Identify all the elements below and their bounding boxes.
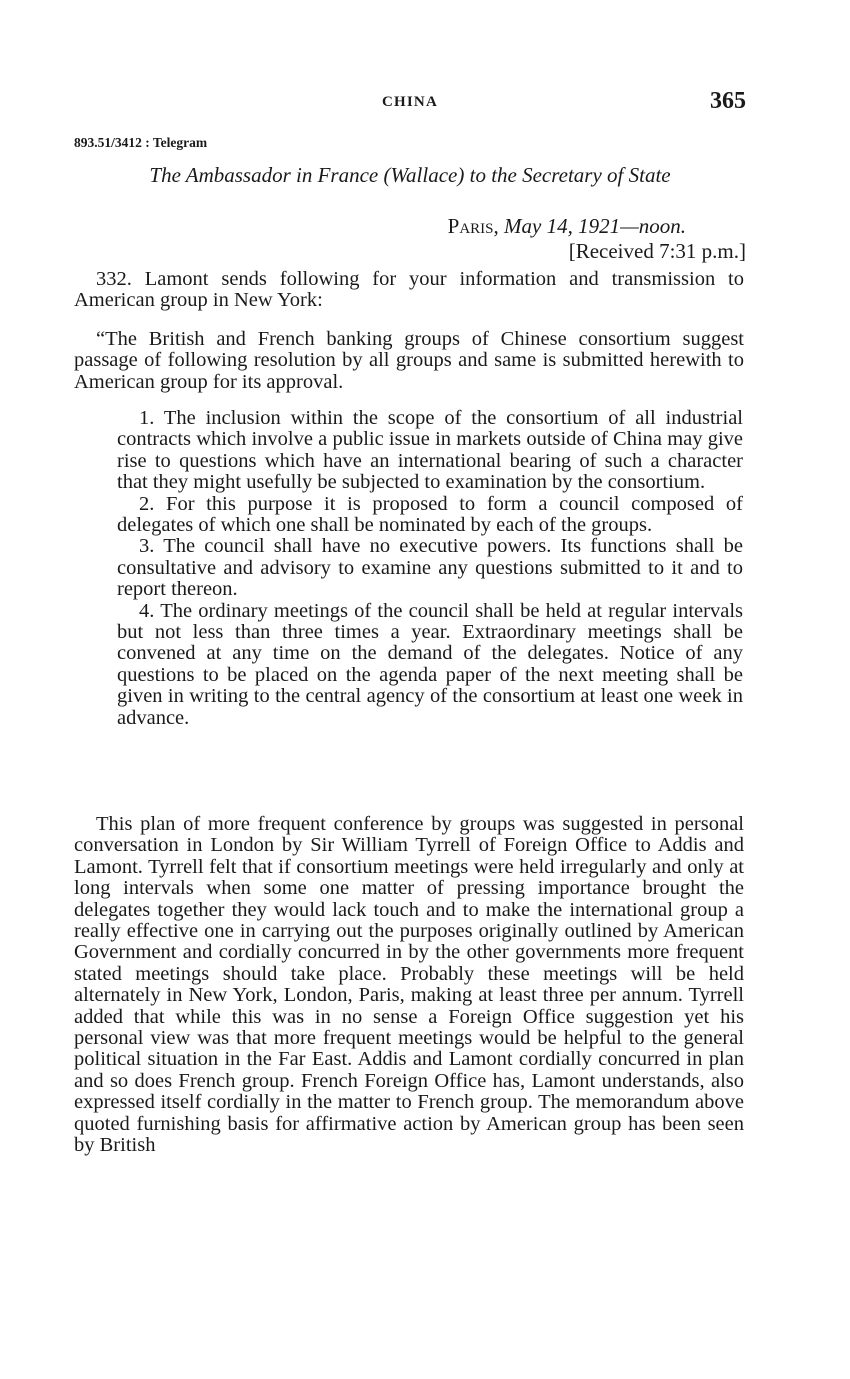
quoted-paragraph: “The British and French banking groups of Chinese consortium suggest passage of following resolution by all groups and same is submitted herewith to American group for its approval. [74,328,744,393]
file-reference: 893.51/3412 : Telegram [74,135,208,150]
intro-paragraph: 332. Lamont sends following for your information and transmission to American group in New York: [74,268,744,312]
resolution-list [117,408,743,729]
document-heading: The Ambassador in France (Wallace) to the Secretary of State [149,163,671,187]
running-title: CHINA [381,94,438,110]
running-head [74,88,746,118]
dateline-date: May 14, 1921—noon. [504,214,686,238]
page-number: 365 [710,88,746,114]
resolution-item: 1. The inclusion within the scope of the consortium of all industrial contracts which involve a public issue in markets outside of China may give rise to questions which have an international bearing of such a character that they might usefully be subjected to examination by the consortium. [117,407,743,494]
dateline-place: Paris, [447,214,499,238]
resolution-item: 4. The ordinary meetings of the council shall be held at regular intervals but not less than three times a year. Extraordinary meetings shall be convened at any time on the demand of the delegates. Notice of any questions to be placed on the agenda paper of the next meeting shall be given in writing to the central agency of the consortium at least one week in advance. [117,599,743,729]
received-note: [Received 7:31 p.m.] [568,239,746,263]
resolution-item: 2. For this purpose it is proposed to form a council composed of delegates of which one shall be nominated by each of the groups. [117,492,743,537]
dateline [74,214,686,239]
closing-paragraph: This plan of more frequent conference by groups was suggested in personal conversation in London by Sir William Tyrrell of Foreign Office to Addis and Lamont. Tyrrell felt that if consortium meetings were held irregularly and only at long intervals when some one matter of pressing importance brought the delegates together they would lack touch and to make the international group a really effective one in carrying out the purposes originally outlined by American Government and cordially concurred in by the other governments more frequent stated meetings should take place. Probably these meetings will be held alternately in New York, London, Paris, making at least three per annum. Tyrrell added that while this was in no sense a Foreign Office suggestion yet his personal view was that more frequent meetings would be helpful to the general political situation in the Far East. Addis and Lamont cordially concurred in plan and so does French group. French Foreign Office has, Lamont understands, also expressed itself cordially in the matter to French group. The memorandum above quoted furnishing basis for affirmative action by American group has been seen by British [74,813,744,1157]
resolution-item: 3. The council shall have no executive powers. Its functions shall be consultative and advisory to examine any questions submitted to it and to report thereon. [117,535,743,601]
